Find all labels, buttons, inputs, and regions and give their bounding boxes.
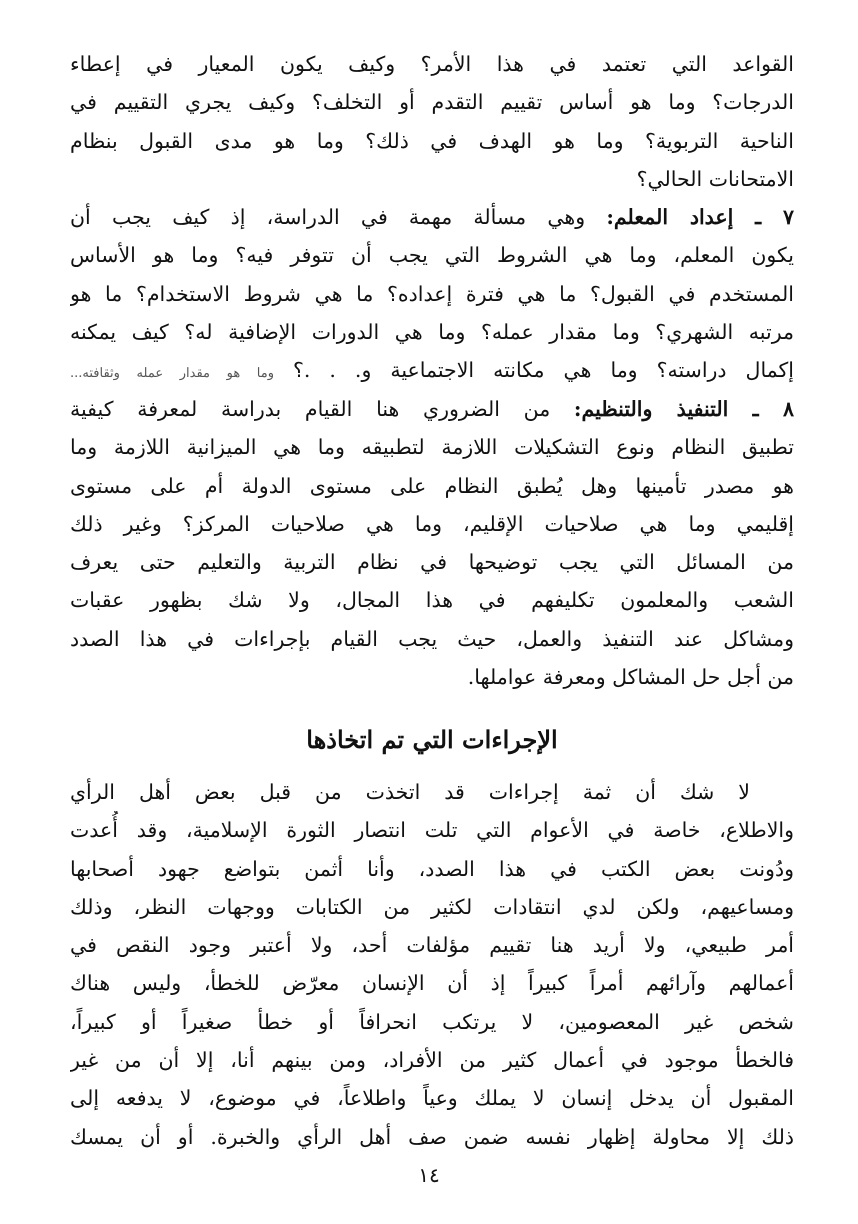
text-fragment: وهي مسألة مهمة في الدراسة، إذ كيف يجب أن bbox=[70, 205, 607, 229]
paragraph-implementation bbox=[70, 390, 794, 696]
text-line bbox=[70, 198, 794, 236]
text-line: الناحية التربوية؟ وما هو الهدف في ذلك؟ وما هو مدى القبول بنظام bbox=[70, 128, 794, 153]
text-line: هو مصدر تأمينها وهل يُطبق النظام على مستوى الدولة أم على مستوى bbox=[70, 473, 794, 498]
text-line: الدرجات؟ وما هو أساس تقييم التقدم أو التخلف؟ وكيف يجري التقييم في bbox=[70, 90, 794, 115]
text-line: مرتبه الشهري؟ وما مقدار عمله؟ وما هي الدورات الإضافية له؟ كيف يمكنه bbox=[70, 319, 794, 344]
text-line: والاطلاع، خاصة في الأعوام التي تلت انتصار الثورة الإسلامية، وقد أُعدت bbox=[70, 818, 794, 843]
text-line bbox=[70, 351, 794, 389]
text-line: المستخدم في القبول؟ ما هي فترة إعداده؟ ما هي شروط الاستخدام؟ ما هو bbox=[70, 281, 794, 306]
text-line: شخص غير المعصومين، لا يرتكب انحرافاً أو خطأ صغيراً أو كبيراً، bbox=[70, 1009, 794, 1034]
text-line: يكون المعلم، وما هي الشروط التي يجب أن تتوفر فيه؟ وما هو الأساس bbox=[70, 243, 794, 268]
text-line: الشعب والمعلمون تكليفهم في هذا المجال، ولا شك بظهور عقبات bbox=[70, 588, 794, 613]
text-line: لا شك أن ثمة إجراءات قد اتخذت من قبل بعض أهل الرأي bbox=[70, 780, 750, 804]
page-number: ١٤ bbox=[418, 1163, 440, 1187]
text-line: أعمالهم وآرائهم أمراً كبيراً إذ أن الإنسان معرّض للخطأ، وليس هناك bbox=[70, 971, 794, 996]
text-line: ذلك إلا محاولة إظهار نفسه ضمن صف أهل الرأي والخبرة. أو أن يمسك bbox=[70, 1124, 794, 1149]
text-line: إقليمي وما هي صلاحيات الإقليم، وما هي صلاحيات المركز؟ وغير ذلك bbox=[70, 511, 794, 536]
text-line: تطبيق النظام ونوع التشكيلات اللازمة لتطبيقه وما هي الميزانية اللازمة وما bbox=[70, 435, 794, 460]
text-line: من أجل حل المشاكل ومعرفة عواملها. bbox=[467, 665, 794, 690]
text-line: ومساعيهم، ولكن لدي انتقادات لكثير من الكتابات ووجهات النظر، وذلك bbox=[70, 894, 794, 919]
item-heading-teacher-preparation: ٧ ـ إعداد المعلم: bbox=[606, 205, 794, 229]
paragraph-teacher-preparation bbox=[70, 198, 794, 389]
text-fragment: إكمال دراسته؟ وما هي مكانته الاجتماعية و. . .؟ bbox=[274, 358, 794, 383]
text-line: فالخطأ موجود في أعمال كثير من الأفراد، ومن بينهم أنا، إلا أن من غير bbox=[70, 1048, 794, 1073]
item-heading-implementation: ٨ ـ التنفيذ والتنظيم: bbox=[573, 397, 794, 421]
text-line: ودُونت بعض الكتب في هذا الصدد، وأنا أثمن بتواضع جهود أصحابها bbox=[70, 856, 794, 881]
text-line: أمر طبيعي، ولا أريد هنا تقييم مؤلفات أحد، ولا أعتبر وجود النقص في bbox=[70, 933, 794, 958]
text-line: المقبول أن يدخل إنسان لا يملك وعياً واطلاعاً، في موضوع، لا يدفعه إلى bbox=[70, 1086, 794, 1111]
paragraph-exam-criteria bbox=[70, 45, 794, 198]
paragraph-measures-taken bbox=[70, 773, 794, 1156]
section-heading: الإجراءات التي تم اتخاذها bbox=[306, 725, 558, 754]
text-line: الامتحانات الحالي؟ bbox=[636, 166, 794, 191]
handwritten-annotation: وما هو مقدار عمله وثقافته... bbox=[70, 366, 274, 382]
text-line: ومشاكل عند التنفيذ والعمل، حيث يجب القيام بإجراءات في هذا الصدد bbox=[70, 626, 794, 651]
text-line: القواعد التي تعتمد في هذا الأمر؟ وكيف يكون المعيار في إعطاء bbox=[70, 52, 794, 76]
text-line: من المسائل التي يجب توضيحها في نظام التربية والتعليم حتى يعرف bbox=[70, 550, 794, 575]
text-fragment: من الضروري هنا القيام بدراسة لمعرفة كيفية bbox=[70, 397, 574, 421]
text-line bbox=[70, 390, 794, 428]
